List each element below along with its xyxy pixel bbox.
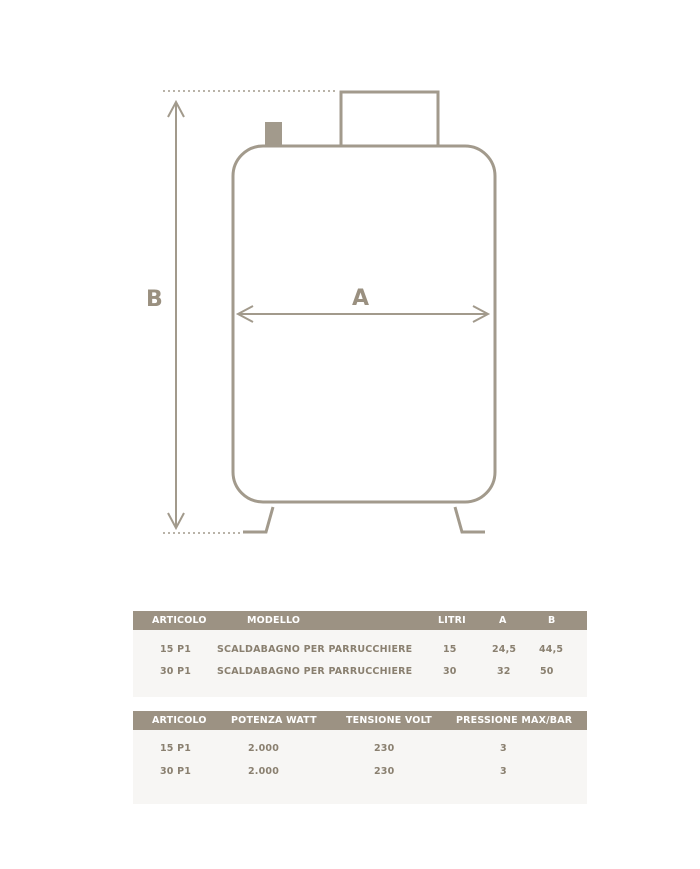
pipe-connector bbox=[265, 122, 282, 145]
header-a: A bbox=[499, 615, 507, 626]
cell-b: 44,5 bbox=[539, 644, 564, 655]
top-control-box bbox=[341, 92, 438, 146]
electrical-specs-table bbox=[133, 711, 587, 804]
cell-pressione: 3 bbox=[500, 743, 507, 754]
cell-articolo: 30 P1 bbox=[160, 666, 192, 677]
header-pressione: PRESSIONE MAX/BAR bbox=[456, 715, 573, 726]
cell-litri: 15 bbox=[443, 644, 457, 655]
table-body bbox=[133, 730, 587, 804]
cell-pressione: 3 bbox=[500, 766, 507, 777]
header-tensione: TENSIONE VOLT bbox=[346, 715, 432, 726]
header-potenza: POTENZA WATT bbox=[231, 715, 317, 726]
cell-tensione: 230 bbox=[374, 766, 395, 777]
heater-body bbox=[233, 146, 495, 502]
header-articolo: ARTICOLO bbox=[152, 615, 207, 626]
cell-a: 24,5 bbox=[492, 644, 517, 655]
table-row bbox=[133, 644, 587, 658]
heater-feet bbox=[243, 507, 485, 532]
model-dimensions-table bbox=[133, 611, 587, 697]
dimension-a-label: A bbox=[352, 286, 370, 311]
table-row bbox=[133, 743, 587, 757]
header-articolo: ARTICOLO bbox=[152, 715, 207, 726]
header-b: B bbox=[548, 615, 556, 626]
table-header bbox=[133, 611, 587, 630]
table-row bbox=[133, 666, 587, 680]
cell-modello: SCALDABAGNO PER PARRUCCHIERE bbox=[217, 666, 413, 677]
table-row bbox=[133, 766, 587, 780]
dimension-b-arrow bbox=[168, 102, 184, 528]
cell-articolo: 30 P1 bbox=[160, 766, 192, 777]
cell-potenza: 2.000 bbox=[248, 766, 280, 777]
cell-litri: 30 bbox=[443, 666, 457, 677]
cell-articolo: 15 P1 bbox=[160, 743, 192, 754]
table-header bbox=[133, 711, 587, 730]
cell-b: 50 bbox=[540, 666, 554, 677]
table-body bbox=[133, 630, 587, 697]
cell-potenza: 2.000 bbox=[248, 743, 280, 754]
cell-articolo: 15 P1 bbox=[160, 644, 192, 655]
header-modello: MODELLO bbox=[247, 615, 301, 626]
cell-a: 32 bbox=[497, 666, 511, 677]
header-litri: LITRI bbox=[438, 615, 466, 626]
dimension-b-label: B bbox=[146, 287, 163, 312]
cell-tensione: 230 bbox=[374, 743, 395, 754]
cell-modello: SCALDABAGNO PER PARRUCCHIERE bbox=[217, 644, 413, 655]
